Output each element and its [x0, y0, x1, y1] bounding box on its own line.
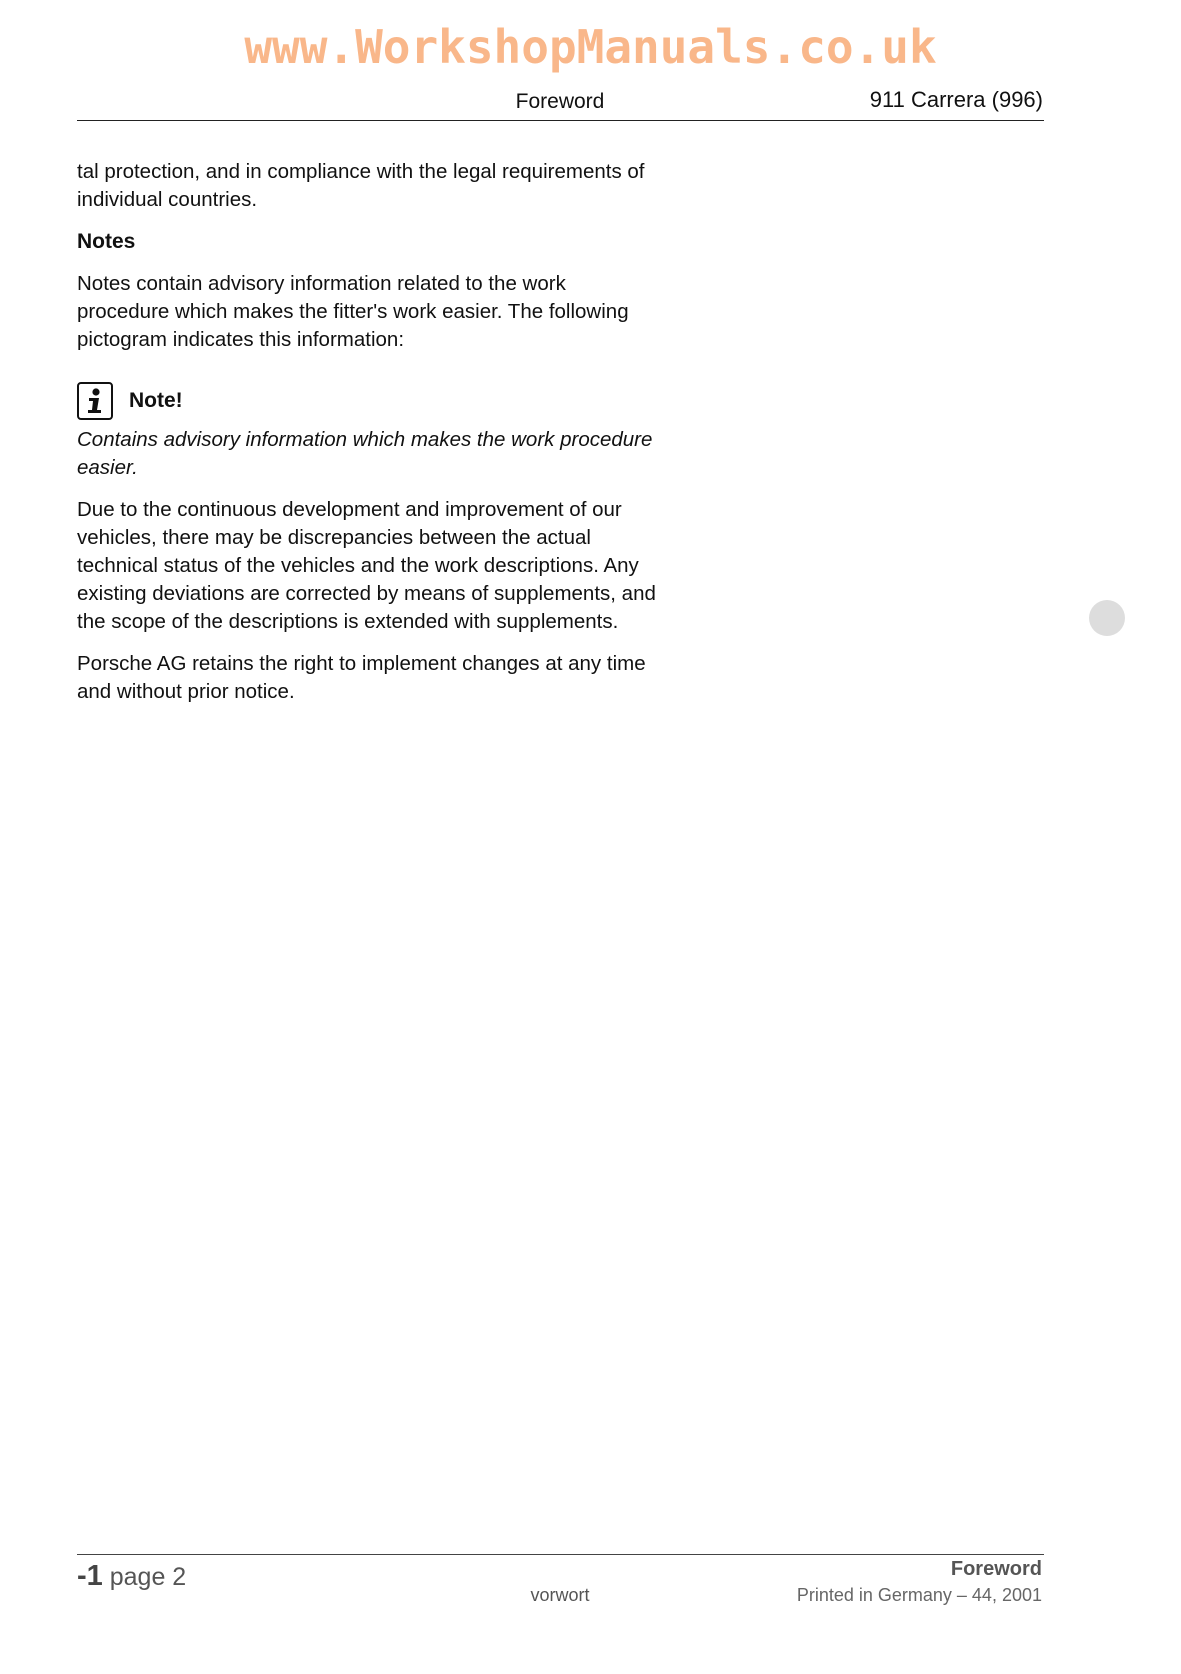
page-content — [77, 158, 657, 720]
info-icon — [77, 382, 113, 420]
page-number-label: page 2 — [109, 1563, 187, 1591]
paragraph-rights: Porsche AG retains the right to implement changes at any time and without prior notice. — [77, 652, 646, 703]
header-divider — [77, 120, 1044, 121]
paragraph-development: Due to the continuous development and improvement of our vehicles, there may be discrepancies between the actual technical status of the vehicles and the work descriptions. Any existing deviations are corrected by means of supplements, and the scope of the descriptions is extended with supplements. — [77, 498, 656, 633]
paragraph-notes-intro: Notes contain advisory information related to the work procedure which makes the fitter's work easier. The following pictogram indicates this information: — [77, 272, 629, 351]
note-header — [77, 382, 657, 420]
page-number-prefix: -1 — [77, 1560, 103, 1592]
footer-right-block — [797, 1556, 1042, 1608]
header-model: 911 Carrera (996) — [869, 87, 1043, 112]
watermark: www.WorkshopManuals.co.uk — [244, 20, 937, 74]
footer-printed: Printed in Germany – 44, 2001 — [796, 1585, 1042, 1605]
page-number — [77, 1560, 186, 1593]
header-section-title: Foreword — [515, 90, 605, 113]
footer-center-label: vorwort — [530, 1585, 590, 1605]
note-label: Note! — [129, 389, 183, 412]
note-text: Contains advisory information which makes the work procedure easier. — [77, 428, 653, 479]
footer-title: Foreword — [950, 1558, 1042, 1580]
notes-heading: Notes — [77, 230, 136, 253]
paragraph-continuation: tal protection, and in compliance with the legal requirements of individual countries. — [77, 160, 645, 211]
margin-dot — [1089, 600, 1125, 636]
footer-divider — [77, 1554, 1044, 1555]
